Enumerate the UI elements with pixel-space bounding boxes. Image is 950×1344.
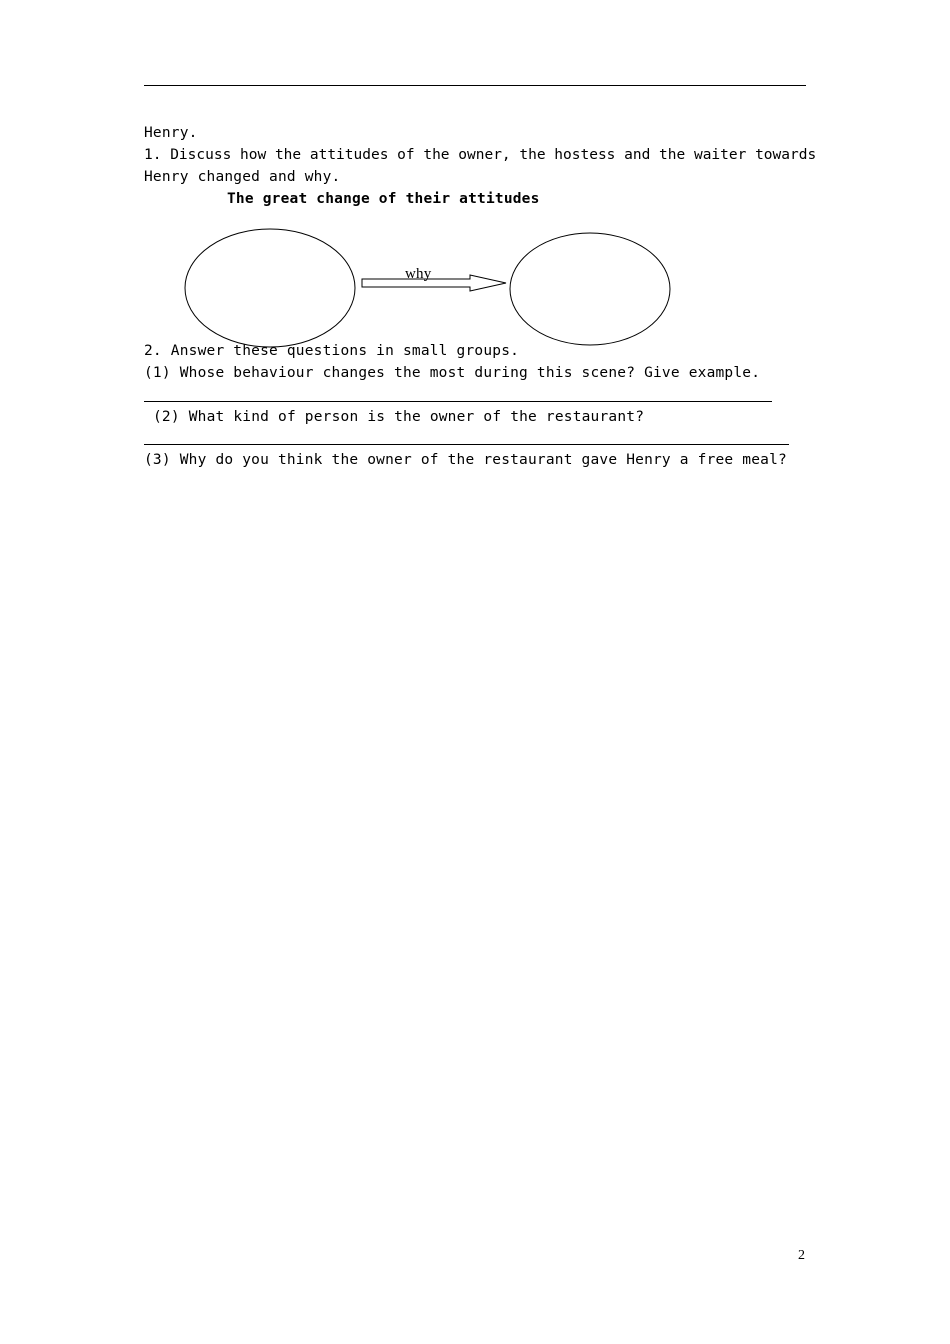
- question-2-3: (3) Why do you think the owner of the restaurant gave Henry a free meal?: [144, 452, 787, 468]
- text-henry: Henry.: [144, 125, 198, 141]
- question-1-line-1: 1. Discuss how the attitudes of the owner, the hostess and the waiter towards: [144, 147, 817, 163]
- question-2-intro: 2. Answer these questions in small groups.: [144, 343, 520, 359]
- question-2-2: (2) What kind of person is the owner of the restaurant?: [153, 409, 645, 425]
- question-1-line-2: Henry changed and why.: [144, 169, 341, 185]
- question-2-1: (1) Whose behaviour changes the most during this scene? Give example.: [144, 365, 761, 381]
- answer-line-1: [144, 401, 772, 402]
- arrow-icon: [362, 275, 506, 291]
- left-ellipse: [185, 229, 355, 347]
- arrow-label: why: [405, 266, 432, 282]
- diagram-title: The great change of their attitudes: [227, 191, 540, 207]
- answer-line-2: [144, 444, 789, 445]
- page-number: 2: [798, 1248, 805, 1263]
- right-ellipse: [510, 233, 670, 345]
